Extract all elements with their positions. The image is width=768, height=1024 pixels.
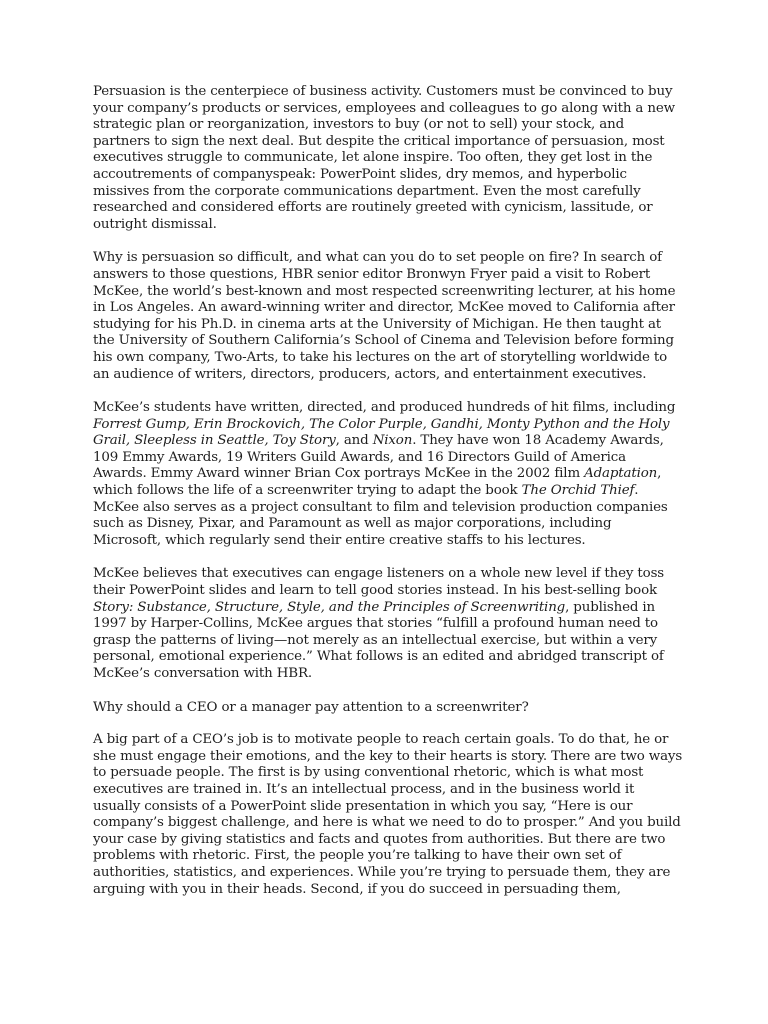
paragraph-mckee-believes [93,566,683,682]
paragraph-mckee-students [93,400,683,549]
text-run: Why is persuasion so difficult, and what can you do to set people on fire? In search of answers to those questions, HBR senior editor Bronwyn Fryer paid a visit to Robert McKee, the world’s best-known and most respected screenwriting lecturer, at his home in Los Angeles. An award-winning writer and director, McKee moved to California after studying for his Ph.D. in cinema arts at the University of Michigan. He then taught at the University of Southern California’s School of Cinema and Television before forming his own company, Two-Arts, to take his lectures on the art of storytelling worldwide to an audience of writers, directors, producers, actors, and entertainment executives. [93,250,676,382]
film-title-italic: Nixon [372,433,413,449]
paragraph-question [93,700,683,717]
text-run: McKee’s students have written, directed, and produced hundreds of hit films, including [93,400,676,416]
text-run: , and [335,433,373,449]
paragraph-answer [93,732,683,898]
text-run: A big part of a CEO’s job is to motivate people to reach certain goals. To do that, he or she must engage their emotions, and the key to their hearts is story. There are two ways to persuade people. The first is by using conventional rhetoric, which is what most executives are trained in. It’s an intellectual process, and in the business world it usually consists of a PowerPoint slide presentation in which you say, “Here is our company’s biggest challenge, and here is what we need to do to prosper.” And you build your case by giving statistics and facts and quotes from authorities. But there are two problems with rhetoric. First, the people you’re talking to have their own set of authorities, statistics, and experiences. While you’re trying to persuade them, they are arguing with you in their heads. Second, if you do succeed in persuading them, [93,732,683,897]
paragraph-why-persuasion [93,250,683,383]
text-run: , which follows the life of a screenwriter trying to adapt the book [93,466,662,499]
text-run: Persuasion is the centerpiece of business activity. Customers must be convinced to buy your company’s products or services, employees and colleagues to go along with a new strategic plan or reorganization, investors to buy (or not to sell) your stock, and partners to sign the next deal. But despite the critical importance of persuasion, most executives struggle to communicate, let alone inspire. Too often, they get lost in the accoutrements of companyspeak: PowerPoint slides, dry memos, and hyperbolic missives from the corporate communications department. Even the most carefully researched and considered efforts are routinely greeted with cynicism, lassitude, or outright dismissal. [93,84,675,232]
text-run: , published in 1997 by Harper-Collins, McKee argues that stories “fulfill a profound human need to grasp the patterns of living—not merely as an intellectual exercise, but within a very personal, emotional experience.” What follows is an edited and abridged transcript of McKee’s conversation with HBR. [93,599,664,681]
book-title-italic: Story: Substance, Structure, Style, and the Principles of Screenwriting [93,599,566,615]
text-run: . They have won 18 Academy Awards, 109 Emmy Awards, 19 Writers Guild Awards, and 16 Directors Guild of America Awards. Emmy Award winner Brian Cox portrays McKee in the 2002 film [93,433,664,482]
text-run: . McKee also serves as a project consultant to film and television production companies such as Disney, Pixar, and Paramount as well as major corporations, including Microsoft, which regularly send their entire creative staffs to his lectures. [93,483,668,548]
paragraph-intro [93,84,683,233]
film-title-italic: Adaptation [584,466,658,482]
question-text: Why should a CEO or a manager pay attention to a screenwriter? [93,699,529,715]
film-titles-italic: Forrest Gump, Erin Brockovich, The Color Purple, Gandhi, Monty Python and the Holy Grail, Sleepless in Seattle, Toy Story [93,416,670,449]
text-run: McKee believes that executives can engage listeners on a whole new level if they toss their PowerPoint slides and learn to tell good stories instead. In his best-selling book [93,566,665,599]
book-title-italic: The Orchid Thief [521,483,635,499]
document-page [93,84,683,915]
